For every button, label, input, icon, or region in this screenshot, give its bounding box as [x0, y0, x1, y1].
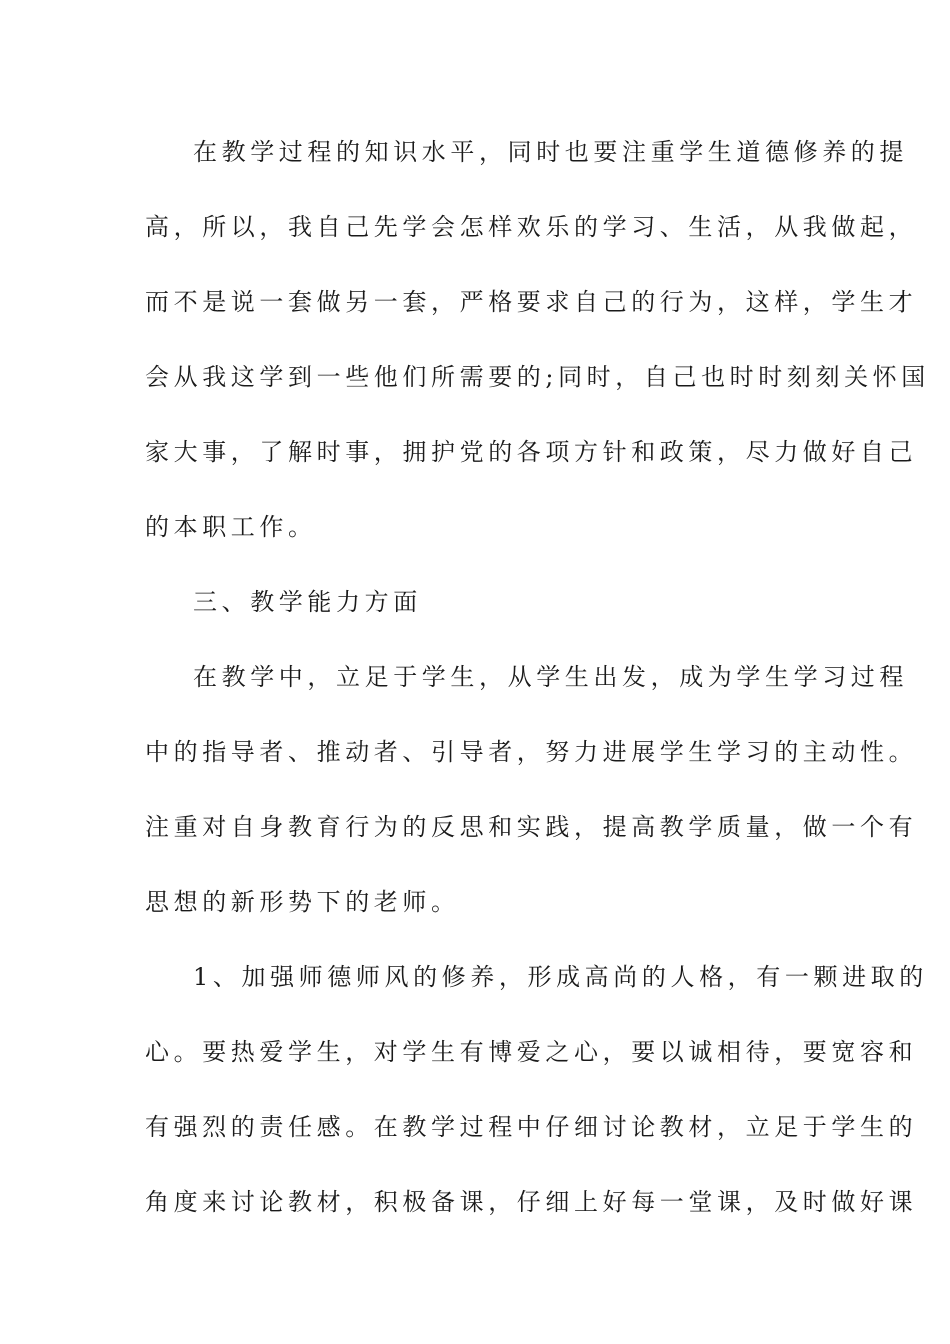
paragraph-line: 角度来讨论教材，积极备课，仔细上好每一堂课，及时做好课	[145, 1188, 918, 1216]
paragraph-line: 家大事，了解时事，拥护党的各项方针和政策，尽力做好自己	[145, 438, 918, 466]
paragraph-line: 而不是说一套做另一套，严格要求自己的行为，这样，学生才	[145, 288, 918, 316]
paragraph-line: 高，所以，我自己先学会怎样欢乐的学习、生活，从我做起，	[145, 213, 918, 241]
paragraph-line: 心。要热爱学生，对学生有博爱之心，要以诚相待，要宽容和	[145, 1038, 918, 1066]
paragraph-line: 有强烈的责任感。在教学过程中仔细讨论教材，立足于学生的	[145, 1113, 918, 1141]
paragraph-line: 注重对自身教育行为的反思和实践，提高教学质量，做一个有	[145, 813, 918, 841]
section-heading: 三、教学能力方面	[193, 588, 422, 616]
paragraph-line: 思想的新形势下的老师。	[145, 888, 460, 916]
paragraph-line: 中的指导者、推动者、引导者，努力进展学生学习的主动性。	[145, 738, 918, 766]
paragraph-line: 1、加强师德师风的修养，形成高尚的人格，有一颗进取的	[193, 963, 928, 991]
paragraph-line: 会从我这学到一些他们所需要的;同时，自己也时时刻刻关怀国	[145, 363, 930, 391]
paragraph-line: 在教学中，立足于学生，从学生出发，成为学生学习过程	[193, 663, 908, 691]
paragraph-line: 的本职工作。	[145, 513, 317, 541]
paragraph-line: 在教学过程的知识水平，同时也要注重学生道德修养的提	[193, 138, 908, 166]
